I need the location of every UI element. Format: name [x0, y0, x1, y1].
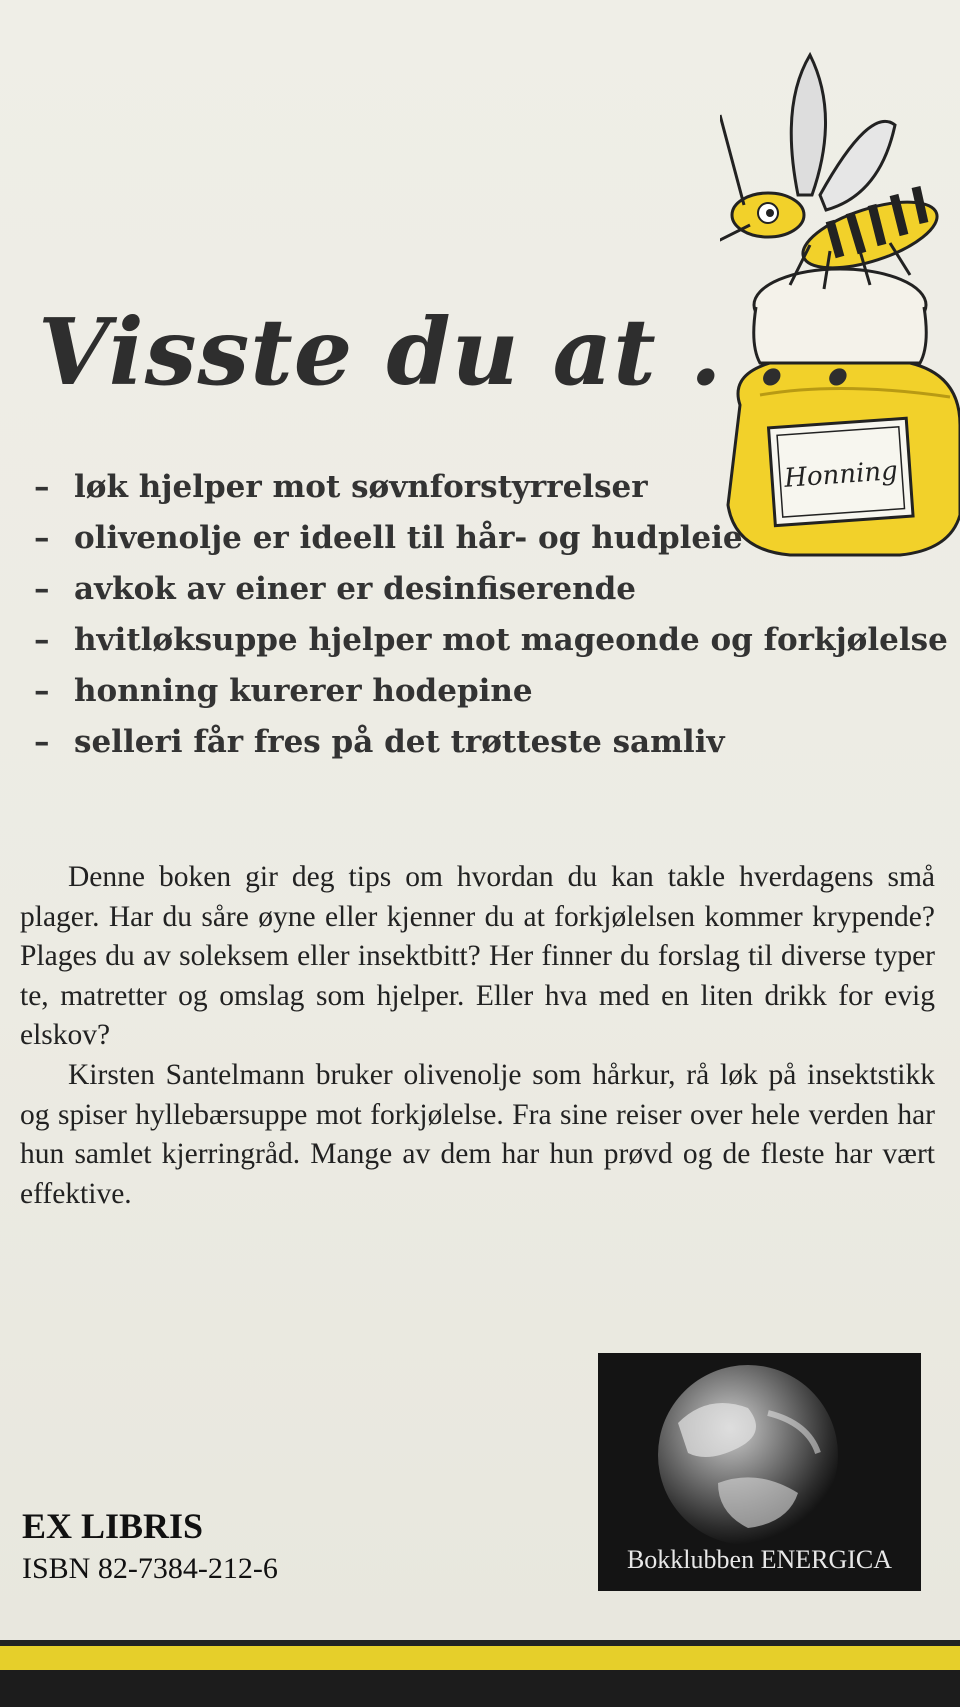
fact-item: – olivenolje er ideell til hår- og hudpleie [34, 520, 743, 556]
jar-label: Honning [783, 456, 899, 494]
bee-icon [720, 55, 945, 289]
publisher-name: EX LIBRIS [22, 1506, 204, 1546]
headline: Visste du at . . . [38, 298, 855, 406]
fact-item: – løk hjelper mot søvnforstyrrelser [34, 469, 648, 505]
fact-item: – avkok av einer er desinfiserende [34, 571, 637, 607]
blurb-paragraph: Denne boken gir deg tips om hvordan du kan takle hverdagens små plager. Har du såre øyne eller kjenner du at forkjølelsen kommer krypende? Plages du av soleksem eller insektbitt? Her finner du forslag til diverse typer te, matretter og omslag som hjelper. Eller hva med en liten drikk for evig elskov? [20, 861, 935, 1052]
fact-list [34, 462, 948, 768]
fact-item: – hvitløksuppe hjelper mot mageonde og forkjølelse [34, 622, 948, 658]
blurb-text [20, 858, 935, 1214]
isbn-number: ISBN 82-7384-212-6 [22, 1552, 278, 1585]
book-club-badge [598, 1353, 921, 1591]
fact-item: – honning kurerer hodepine [34, 673, 533, 709]
book-club-label: Bokklubben ENERGICA [626, 1545, 893, 1574]
blurb-paragraph: Kirsten Santelmann bruker olivenolje som hårkur, rå løk på insektstikk og spiser hyllebærsuppe mot forkjølelse. Fra sine reiser over hele verden har hun samlet kjerringråd. Mange av dem har hun prøvd og de fleste har vært effektive. [20, 1058, 935, 1210]
background-surface [0, 1670, 960, 1707]
fact-item: – selleri får fres på det trøtteste samliv [34, 724, 725, 760]
